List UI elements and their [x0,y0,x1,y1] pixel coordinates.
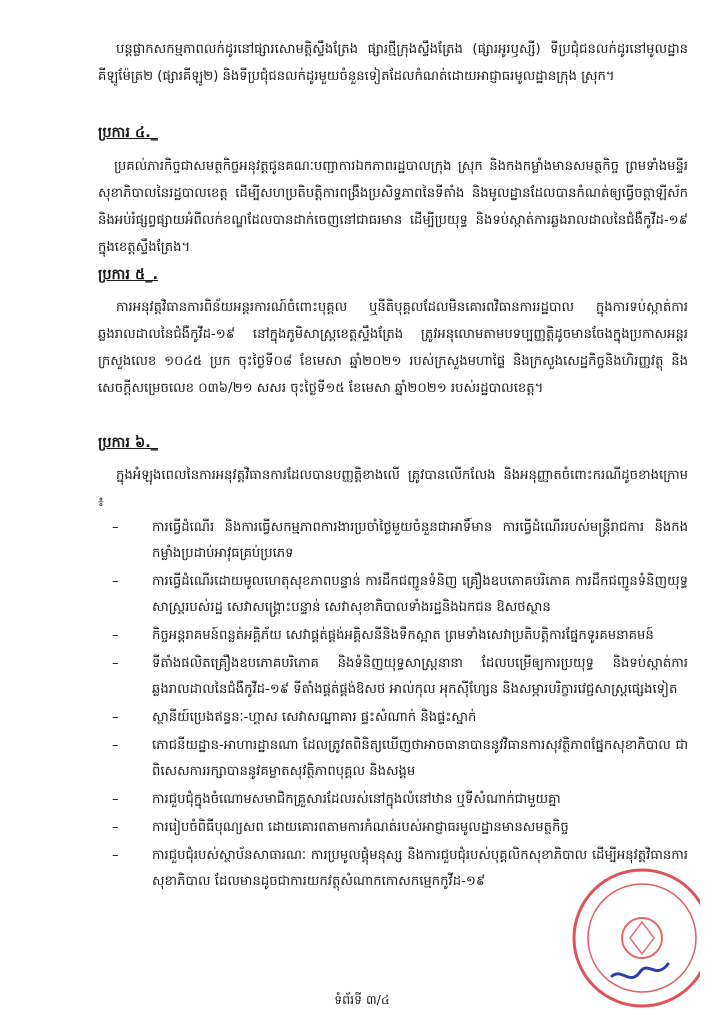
seal-inner-ring [588,884,696,992]
signature-ink [612,964,668,978]
dash-bullet: – [112,848,119,863]
paragraph-article-5: ការអនុវត្តវិធានការពិន័យអន្តរការណ៍ចំពោះបុគ្គល ឬនីតិបុគ្គលដែលមិនគោរពវិធានការរដ្ឋបាល ក្នុងការទប់ស្កាត់ការឆ្លងរាលដាលនៃជំងឺកូវីដ-១៩ នៅក្នុងភូមិសាស្ត្រខេត្តស្ទឹងត្រែង ត្រូវអនុលោមតាមបទប្បញ្ញត្តិដូចមានចែងក្នុងប្រកាសអន្តរក្រសួងលេខ ១០៤៥ ប្រក ចុះថ្ងៃទី០៨ ខែមេសា ឆ្នាំ២០២១ របស់ក្រសួងមហាផ្ទៃ និងក្រសួងសេដ្ឋកិច្ចនិងហិរញ្ញវត្ថុ និងសេចក្តីសម្រេចលេខ ០៣៦/២១ សសរ ចុះថ្ងៃទី១៥ ខែមេសា ឆ្នាំ២០២១ របស់រដ្ឋបាលខេត្ត។ [98,300,688,396]
list-item-text: ការជួបជុំក្នុងចំណោមសមាជិកគ្រួសារដែលរស់នៅក្នុងលំនៅឋាន ឬទីសំណាក់ជាមួយគ្នា [152,792,561,807]
list-item-text: កិច្ចអន្តរាគមន៍ពន្លត់អគ្គិភ័យ សេវាផ្គត់ផ្គង់អគ្គិសនីនិងទឹកស្អាត ព្រមទាំងសេវាប្រតិបត្តិការផ្នែកទូរគមនាគមន៍ [152,628,654,643]
seal-outer-ring [574,870,700,1006]
list-item-text: ទីតាំងផលិតគ្រឿងឧបភោគបរិភោគ និងទំនិញយុទ្ធសាស្ត្រនានា ដែលបម្រើឲ្យការប្រយុទ្ធ និងទប់ស្កាត់ការឆ្លងរាលដាលនៃជំងឺកូវីដ-១៩ ទីតាំងផ្គត់ផ្គង់ឱសថ អាល់កុល អុកស៊ីហ្សែន និងសម្ភារបរិក្ខារវេជ្ជសាស្ត្រផ្សេងទៀត [152,656,688,697]
dash-bullet: – [112,792,119,807]
list-item [112,569,688,621]
list-item-text: ការធ្វើដំណើរ និងការធ្វើសកម្មភាពការងារប្រចាំថ្ងៃមួយចំនួនជាអាទិ៍មាន ការធ្វើដំណើររបស់មន្ត្រីរាជការ និងកងកម្លាំងប្រដាប់អាវុធគ្រប់ប្រភេទ [152,520,688,561]
dash-bullet: – [112,574,119,589]
dash-bullet: – [112,820,119,835]
list-item [112,733,688,785]
official-seal-stamp [560,818,700,1018]
list-item-text: ស្ថានីយ៍ប្រេងឥន្ធនៈ-ហ្គាស សេវាសណ្ឋាគារ ផ្ទះសំណាក់ និងផ្ទះស្នាក់ [152,710,477,725]
list-item [112,651,688,703]
list-item [112,623,688,649]
seal-center-emblem [622,918,662,958]
list-item-text: ការជួបជុំរបស់ស្ថាប័នសាធារណៈ ការប្រមូលផ្តុំមនុស្ស និងការជួបជុំរបស់បុគ្គលិកសុខាភិបាល ដើម្បីអនុវត្តវិធានការសុខាភិបាល ដែលមានដូចជាការយកវត្ថុសំណាកកោសកម្មេកកូវីដ-១៩ [152,848,688,889]
dash-bullet: – [112,628,119,643]
paragraph-article-4: ប្រគល់ភារកិច្ចជាសមត្ថកិច្ចអនុវត្តជូនគណៈបញ្ជាការឯកភាពរដ្ឋបាលក្រុង ស្រុក និងកងកម្លាំងមានសមត្ថកិច្ច ព្រមទាំងមន្ទីរសុខាភិបាលនៃរដ្ឋបាលខេត្ត ដើម្បីសហប្រតិបត្តិការពង្រឹងប្រសិទ្ធភាពនៃទីតាំង និងមូលដ្ឋានដែលបានកំណត់ឲ្យធ្វើចត្តាឡីស័ក និងអប់រំផ្សព្វផ្សាយអំពីលក់ខណ្ឌដែលបានដាក់ចេញនៅជាធរមាន ដើម្បីប្រយុទ្ធ និងទប់ស្កាត់ការឆ្លងរាលដាលនៃជំងឺកូវីដ-១៩ ក្នុងខេត្តស្ទឹងត្រែង។ [98,159,688,255]
list-item [112,787,688,813]
dash-bullet: – [112,710,119,725]
dash-bullet: – [112,656,119,671]
seal-emblem-mark [630,922,654,954]
list-item-text: ភោជនីយដ្ឋាន-អាហារដ្ឋានណា ដែលត្រូវតពិនិត្យឃើញថាអាចធានាបាននូវវិធានការសុវត្ថិភាពផ្នែកសុខាភិបាល ជាពិសេសការរក្សាបាននូវគម្លាតសុវត្ថិភាពបុគ្គល និងសង្គម [152,738,688,779]
heading-article-6: ប្រការ ៦._ [98,435,159,451]
list-item-text: ការធ្វើដំណើរដោយមូលហេតុសុខភាពបន្ទាន់ ការដឹកជញ្ជូនទំនិញ គ្រឿងឧបភោគបរិភោគ ការដឹកជញ្ជូនទំនិញយុទ្ធសាស្ត្ររបស់រដ្ឋ សេវាសង្គ្រោះបន្ទាន់ សេវាសុខាភិបាលទាំងរដ្ឋនិងឯកជន ឱសថស្ថាន [152,574,688,615]
list-item [112,705,688,731]
list-item [112,515,688,567]
list-item-text: ការរៀបចំពិធីបុណ្យសព ដោយគោរពតាមការកំណត់របស់អាជ្ញាធរមូលដ្ឋានមានសមត្ថកិច្ច [152,820,569,835]
heading-article-4: ប្រការ ៤._ [98,125,159,141]
paragraph-article-6: ក្នុងអំឡុងពេលនៃការអនុវត្តវិធានការដែលបានបញ្ញត្តិខាងលើ ត្រូវបានលើកលែង និងអនុញ្ញាតចំពោះករណីដូចខាងក្រោម ៖ [98,468,688,510]
heading-article-5: ប្រការ ៥_. [98,267,159,283]
dash-bullet: – [112,738,119,753]
paragraph-intro: បន្តផ្លាកសកម្មភាពលក់ដូរនៅផ្សារសោមត្តិស្ទឹងត្រែង ផ្សារថ្មីក្រុងស្ទឹងត្រែង (ផ្សារអូរឫស្សី) ទីប្រជុំជនលក់ដូរនៅមូលដ្ឋានគីឡូម៉ែត្រ២ (ផ្សារគីឡូ២) និងទីប្រជុំជនលក់ដូរមួយចំនួនទៀតដែលកំណត់ដោយអាជ្ញាធរមូលដ្ឋានក្រុង ស្រុក។ [98,42,688,84]
dash-bullet: – [112,520,119,535]
page-number: ទំព័រទី ៣/៤ [334,992,390,1007]
